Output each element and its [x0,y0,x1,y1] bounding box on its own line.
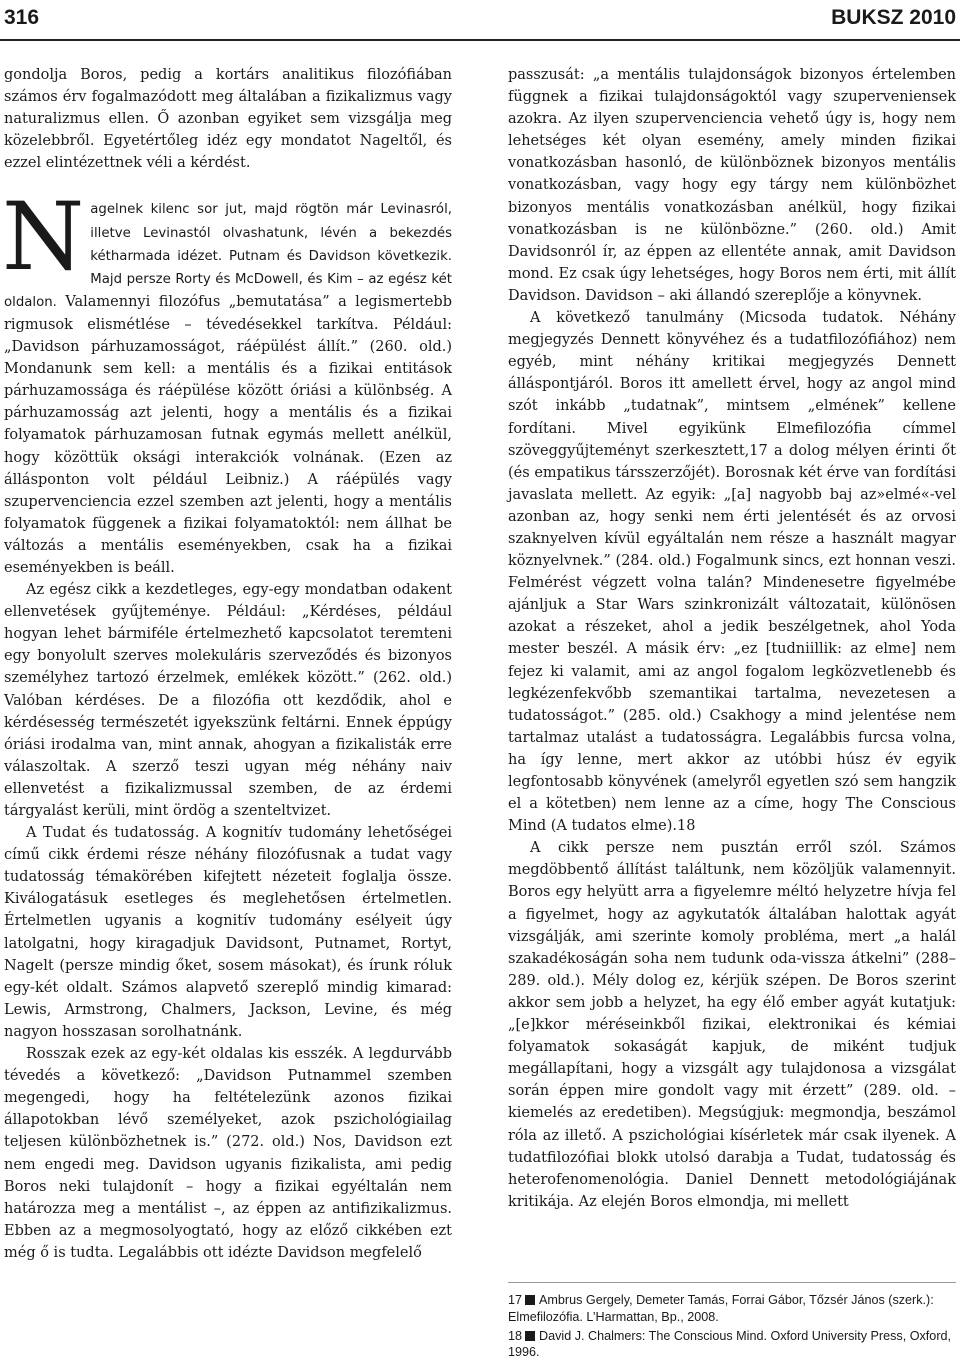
drop-cap-letter: N [2,183,85,293]
paragraph: Az egész cikk a kezdetleges, egy-egy mondatban odakent ellenvetések gyűjteménye. Például: „Kérdéses, például hogyan lehet bármiféle értelmezhető kapcsolatot teremteni egy bonyolult szerves molekuláris szerveződés és bizonyos személyhez tartozó érzelmek, emlékek között.” (262. old.) Valóban kérdéses. De a filozófia ott kezdődik, ahol e kérdésesség természetét igyekszünk feltárni. Ennek éppúgy óriási irodalma van, mint annak, ahogyan a fizikalisták erre válaszoltak. A szerző teszi ugyan még néhány naiv ellenvetést a fizikalizmussal szemben, de az érdemi tárgyalást kerüli, mint ördög a szenteltvizet. [4,582,452,819]
footnote [508,1292,956,1326]
square-bullet-icon [525,1331,535,1341]
footnote-number: 17 [508,1293,523,1307]
journal-title: BUKSZ 2010 [831,6,956,29]
right-column [508,64,956,1213]
footnote-text: Ambrus Gergely, Demeter Tamás, Forrai Gábor, Tőzsér János (szerk.): Elmefilozófia. L’Harmattan, Bp., 2008. [508,1293,934,1324]
page-number: 316 [4,6,40,29]
paragraph: A Tudat és tudatosság. A kognitív tudomány lehetőségei című cikk érdemi része néhány filozófusnak a tudat vagy tudatosság témakörében kifejtett nézeteit foglalja össze. Kiválogatásuk esetleges és meglehetősen értelmetlen. Értelmetlen ugyanis a kognitív tudomány esélyeit úgy latolgatni, hogy kiragadjuk Davidsont, Putnamet, Rortyt, Nagelt (persze mindig őket, sosem másokat), és írunk róluk egy-két oldalt. Számos alapvető szereplő mindig kimarad: Lewis, Armstrong, Chalmers, Jackson, Levine, és még nagyon hosszasan sorolhatnánk. [4,825,452,1040]
paragraph: passzusát: „a mentális tulajdonságok bizonyos értelemben függnek a fizikai tulajdonságoktól vagy szuperveniensek azokra. Az ilyen szupervenciencia vehető úgy is, hogy nem lehetséges két olyan esemény, amely minden fizikai vonatkozásban hasonló, de különböznek bizonyos mentális vonatkozásban, vagy hogy egy tárgy nem különbözhet bizonyos mentális vonatkozásban anélkül, hogy fizikai vonatkozásban is ne különbözne.” (260. old.) Amit Davidsonról ír, az éppen az ellentéte annak, amit Davidson mond. Ez csak úgy lehetséges, hogy Boros nem érti, mit állít Davidson. Davidson – aki állandó szereplője a könyvnek. [508,67,956,304]
paragraph-continuation: Valamennyi filozófus „bemutatása” a legismertebb rigmusok elismétlése – tévedésekkel tarkítva. Például: „Davidson párhuzamosságot, ráépülést állít.” (260. old.) Mondanunk sem kell: a mentális és a fizikai entitások párhuzamossága és ráépülése között óriási a különbség. A párhuzamosság azt jelenti, hogy a mentális és a fizikai folyamatok párhuzamosan futnak egymás mellett anélkül, hogy közöttük oksági interakciók volnának. (Ezen az állásponton volt például Leibniz.) A ráépülés vagy szupervenciencia ezzel szemben azt jelenti, hogy a mentális folyamatok függenek a fizikai folyamatoktól: nem állhat be változás a mentális eseményekben, csak ha a fizikai eseményekben is beáll. [4,293,452,576]
square-bullet-icon [525,1295,535,1305]
page-header [0,0,960,36]
footnotes [508,1292,956,1363]
footnote-text: David J. Chalmers: The Conscious Mind. Oxford University Press, Oxford, 1996. [508,1328,952,1360]
paragraph: A következő tanulmány (Micsoda tudatok. Néhány megjegyzés Dennett könyvéhez és a tudatfilozófiához) nem egyéb, mint néhány kritikai megjegyzés Dennett álláspontjáról. Boros itt amellett érvel, hogy az angol mind szót inkább „tudatnak”, mintsem „elmének” kellene fordítani. Mivel egyikünk Elmefilozófia címmel szöveggyűjteményt szerkesztett,17 a dolog mélyen érinti őt (és empatikus társszerzőjét). Borosnak két érve van fordítási javaslata mellett. Az egyik: „[a] nagyobb baj az»elmé«-vel azonban az, hogy senki nem érti jelentését és az orvosi szaknyelven kívül egyáltalán nem része a használt magyar köznyelvnek.” (284. old.) Fogalmunk sincs, ezt honnan veszi. Felmérést végzett volna talán? Mindenesetre figyelmébe ajánljuk a Star Wars szinkronizált változatait, különösen azokat a részeket, ahol a jedik beszélgetnek, ahol Yoda mester beszél. A másik érv: „ez [tudniillik: az elme] nem fejez ki valamit, ami az angol fogalom legközvetlenebb és legkézenfekvőbb szemantikai tartalma, nevezetesen a tudatosságot.” (285. old.) Csakhogy a mind jelentése nem tartalmaz utalást a tudatosságra. Legalábbis furcsa volna, ha így lenne, mert akkor az utóbbi húsz év egyik legfontosabb könyvének (amelyről egyetlen szó sem hangzik el a kötetben) nem lenne az a címe, hogy The Conscious Mind (A tudatos elme).18 [508,310,956,835]
paragraph: Rosszak ezek az egy-két oldalas kis esszék. A legdurvább tévedés a következő: „Davidson Putnammel szemben megengedi, hogy ha feltételezünk azonos fizikai állapotokban lévő személyeket, azok pszichológiailag teljesen különbözhetnek is.” (272. old.) Nos, Davidson ezt nem engedi meg. Davidson ugyanis fizikalista, ami pedig Boros neki tulajdonít – hogy a fizikai egyéltalán nem határozza meg a mentálist –, az éppen az antifizikalizmus. Ebben az a megmosolyogtató, hogy az előző cikkében ezt még ő is tudta. Legalábbis ott idézte Davidson megfelelő [4,1046,452,1261]
paragraph: gondolja Boros, pedig a kortárs analitikus filozófiában számos érv fogalmazódott meg általában a fizikalizmus vagy naturalizmus ellen. Ő azonban egyiket sem vizsgálja meg közelebbről. Egyetértőleg idéz egy mondatot Nageltől, és ezzel elintézettnek véli a kérdést. [4,67,452,172]
header-rule [0,39,960,41]
footnote-rule [508,1282,956,1283]
footnote [508,1328,956,1362]
footnote-number: 18 [508,1328,523,1343]
dropcap-paragraph [2,183,452,579]
paragraph: A cikk persze nem pusztán erről szól. Számos megdöbbentő állítást találtunk, nem közöljük valamennyit. Boros egy helyütt arra a figyelemre méltó helyzetre hívja fel a figyelmet, hogy az agykutatók általában halottak agyát vizsgálják, ami szerinte komoly probléma, mert „a halál szakadékoságán soha nem tudunk oda-vissza átkelni” (288–289. old.). Mély dolog ez, kérjük szépen. De Boros szerint akkor sem jobb a helyzet, ha egy élő ember agyát kutatjuk: „[e]kkor méréseinkből fizikai, elektronikai és kémiai folyamatok sokaságát kapjuk, de miként tudjuk megállapítani, hogy a vizsgált agy tulajdonosa a vizsgálat során éppen mire gondolt vagy mit érzett” (289. old. – kiemelés az eredetiben). Megsúgjuk: megmondja, beszámol róla az illető. A pszichológiai kísérletek már csak ilyenek. A tudatfilozófiai blokk utolsó darabja a Tudat, tudatosság és heterofenomenológia. Daniel Dennett metodológiájának kritikája. Az elején Boros elmondja, mi mellett [508,840,956,1210]
lead-in-text: agelnek kilenc sor jut, majd rögtön már Levinasról, illetve Levinastól olvashatunk, lévén a bekezdés kétharmada idézet. Putnam és Davidson következik. Majd persze Rorty és McDowell, és Kim – az egész két oldalon. [4,202,452,310]
left-column [4,64,452,1264]
